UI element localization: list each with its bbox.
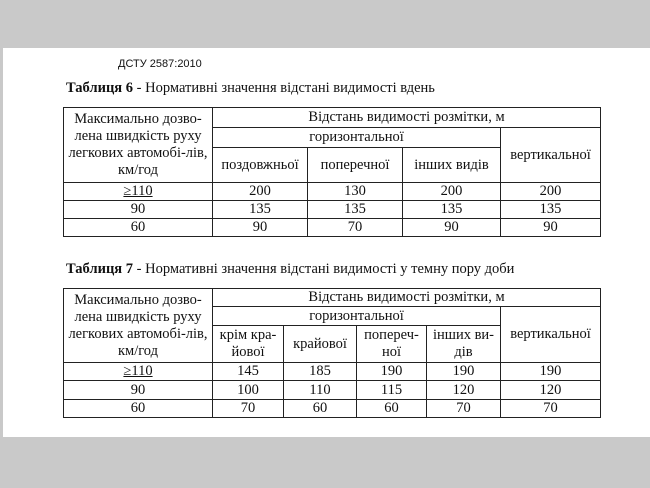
table7 (63, 288, 601, 418)
table6-title (66, 80, 435, 97)
speed-cell: 90 (64, 381, 213, 400)
distance-header: Відстань видимості розмітки, м (213, 108, 601, 128)
value-cell: 120 (501, 381, 601, 400)
value-cell: 200 (501, 183, 601, 201)
speed-header: Максимально дозво-лена швидкість руху легкових автомобі-лів, км/год (64, 289, 213, 363)
value-cell: 60 (284, 400, 357, 418)
distance-header: Відстань видимості розмітки, м (213, 289, 601, 307)
horizontal-header: горизонтальної (213, 128, 501, 148)
value-cell: 110 (284, 381, 357, 400)
sub-header: поздовжньої (213, 148, 308, 183)
sub-header: інших ви-дів (427, 326, 501, 363)
value-cell: 135 (213, 201, 308, 219)
table7-title (66, 261, 514, 278)
value-cell: 70 (501, 400, 601, 418)
value-cell: 135 (403, 201, 501, 219)
table-row (64, 219, 601, 237)
value-cell: 70 (308, 219, 403, 237)
table-row (64, 400, 601, 418)
speed-cell: 90 (64, 201, 213, 219)
speed-cell: 60 (64, 400, 213, 418)
table7-label: Таблиця 7 (66, 261, 134, 277)
table-row (64, 183, 601, 201)
value-cell: 100 (213, 381, 284, 400)
sub-header: крайової (284, 326, 357, 363)
value-cell: 190 (357, 363, 427, 381)
value-cell: 190 (427, 363, 501, 381)
table6-label: Таблиця 6 (66, 80, 134, 96)
table-row (64, 381, 601, 400)
table7-separator: - (133, 261, 146, 277)
table7-caption: Нормативні значення відстані видимості у темну пору доби (145, 261, 515, 277)
value-cell: 135 (501, 201, 601, 219)
value-cell: 90 (213, 219, 308, 237)
vertical-header: вертикальної (501, 307, 601, 363)
sub-header: крім кра-йової (213, 326, 284, 363)
value-cell: 200 (403, 183, 501, 201)
table-row (64, 201, 601, 219)
sub-header: інших видів (403, 148, 501, 183)
document-page (3, 48, 650, 437)
document-code: ДСТУ 2587:2010 (118, 58, 202, 70)
value-cell: 90 (403, 219, 501, 237)
value-cell: 115 (357, 381, 427, 400)
table6-caption: Нормативні значення відстані видимості вдень (145, 80, 435, 96)
value-cell: 90 (501, 219, 601, 237)
sub-header: попереч-ної (357, 326, 427, 363)
value-cell: 70 (427, 400, 501, 418)
speed-cell: ≥110 (64, 363, 213, 381)
speed-cell: ≥110 (64, 183, 213, 201)
value-cell: 120 (427, 381, 501, 400)
value-cell: 190 (501, 363, 601, 381)
value-cell: 70 (213, 400, 284, 418)
sub-header: поперечної (308, 148, 403, 183)
value-cell: 60 (357, 400, 427, 418)
value-cell: 200 (213, 183, 308, 201)
speed-cell: 60 (64, 219, 213, 237)
value-cell: 145 (213, 363, 284, 381)
table6-separator: - (133, 80, 146, 96)
vertical-header: вертикальної (501, 128, 601, 183)
speed-header: Максимально дозво-лена швидкість руху легкових автомобі-лів, км/год (64, 108, 213, 183)
horizontal-header: горизонтальної (213, 307, 501, 326)
value-cell: 135 (308, 201, 403, 219)
value-cell: 130 (308, 183, 403, 201)
table-row (64, 363, 601, 381)
table6 (63, 107, 601, 237)
value-cell: 185 (284, 363, 357, 381)
